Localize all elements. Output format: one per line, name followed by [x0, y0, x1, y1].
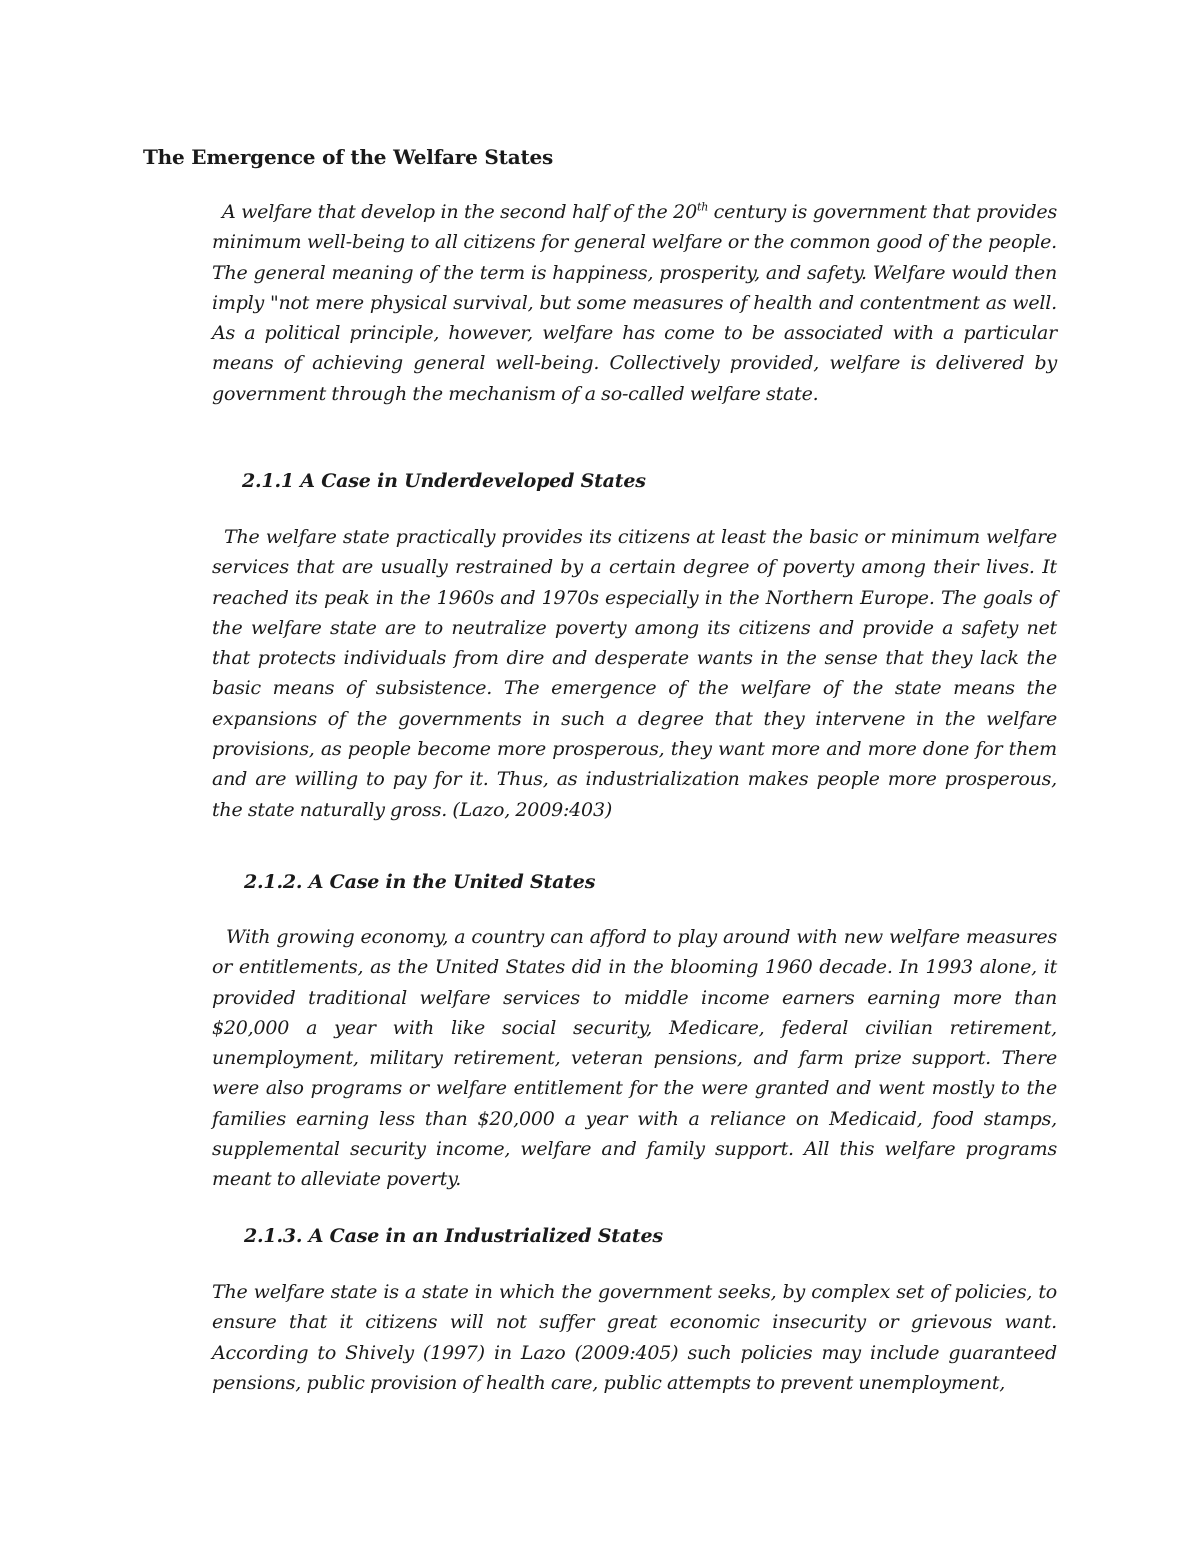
ordinal-suffix: th	[696, 200, 709, 214]
section-body-underdeveloped: The welfare state practically provides its citizens at least the basic or minimum welfare services that are usually restrained by a certain degree of poverty among their lives. It reached its peak in the 1960s and 1970s especially in the Northern Europe. The goals of the welfare state are to neutralize poverty among its citizens and provide a safety net that protects individuals from dire and desperate wants in the sense that they lack the basic means of subsistence. The emergence of the welfare of the state means the expansions of the governments in such a degree that they intervene in the welfare provisions, as people become more prosperous, they want more and more done for them and are willing to pay for it. Thus, as industrialization makes people more prosperous, the state naturally gross. (Lazo, 2009:403)	[212, 526, 1057, 821]
section-heading-industrialized: 2.1.3. A Case in an Industrialized States	[244, 1225, 663, 1247]
section-body-united-states: With growing economy, a country can afford to play around with new welfare measures or entitlements, as the United States did in the blooming 1960 decade. In 1993 alone, it provided traditional welfare services to middle income earners earning more than $20,000 a year with like social security, Medicare, federal civilian retirement, unemployment, military retirement, veteran pensions, and farm prize support. There were also programs or welfare entitlement for the were granted and went mostly to the families earning less than $20,000 a year with a reliance on Medicaid, food stamps, supplemental security income, welfare and family support. All this welfare programs meant to alleviate poverty.	[212, 926, 1057, 1191]
section-heading-underdeveloped: 2.1.1 A Case in Underdeveloped States	[242, 470, 646, 492]
intro-text-rest: century is government that provides minimum well-being to all citizens for general welfare or the common good of the people. The general meaning of the term is happiness, prosperity, and safety. Welfare would then imply "not mere physical survival, but some measures of health and contentment as well. As a political principle, however, welfare has come to be associated with a particular means of achieving general well-being. Collectively provided, welfare is delivered by government through the mechanism of a so-called welfare state.	[212, 201, 1057, 405]
intro-paragraph	[212, 197, 1057, 409]
section-heading-united-states: 2.1.2. A Case in the United States	[244, 871, 596, 893]
section-body-industrialized: The welfare state is a state in which the government seeks, by complex set of policies, to ensure that it citizens will not suffer great economic insecurity or grievous want. According to Shively (1997) in Lazo (2009:405) such policies may include guaranteed pensions, public provision of health care, public attempts to prevent unemployment,	[212, 1281, 1057, 1394]
document-title: The Emergence of the Welfare States	[143, 145, 554, 169]
intro-text-start: A welfare that develop in the second half of the 20	[222, 201, 697, 223]
